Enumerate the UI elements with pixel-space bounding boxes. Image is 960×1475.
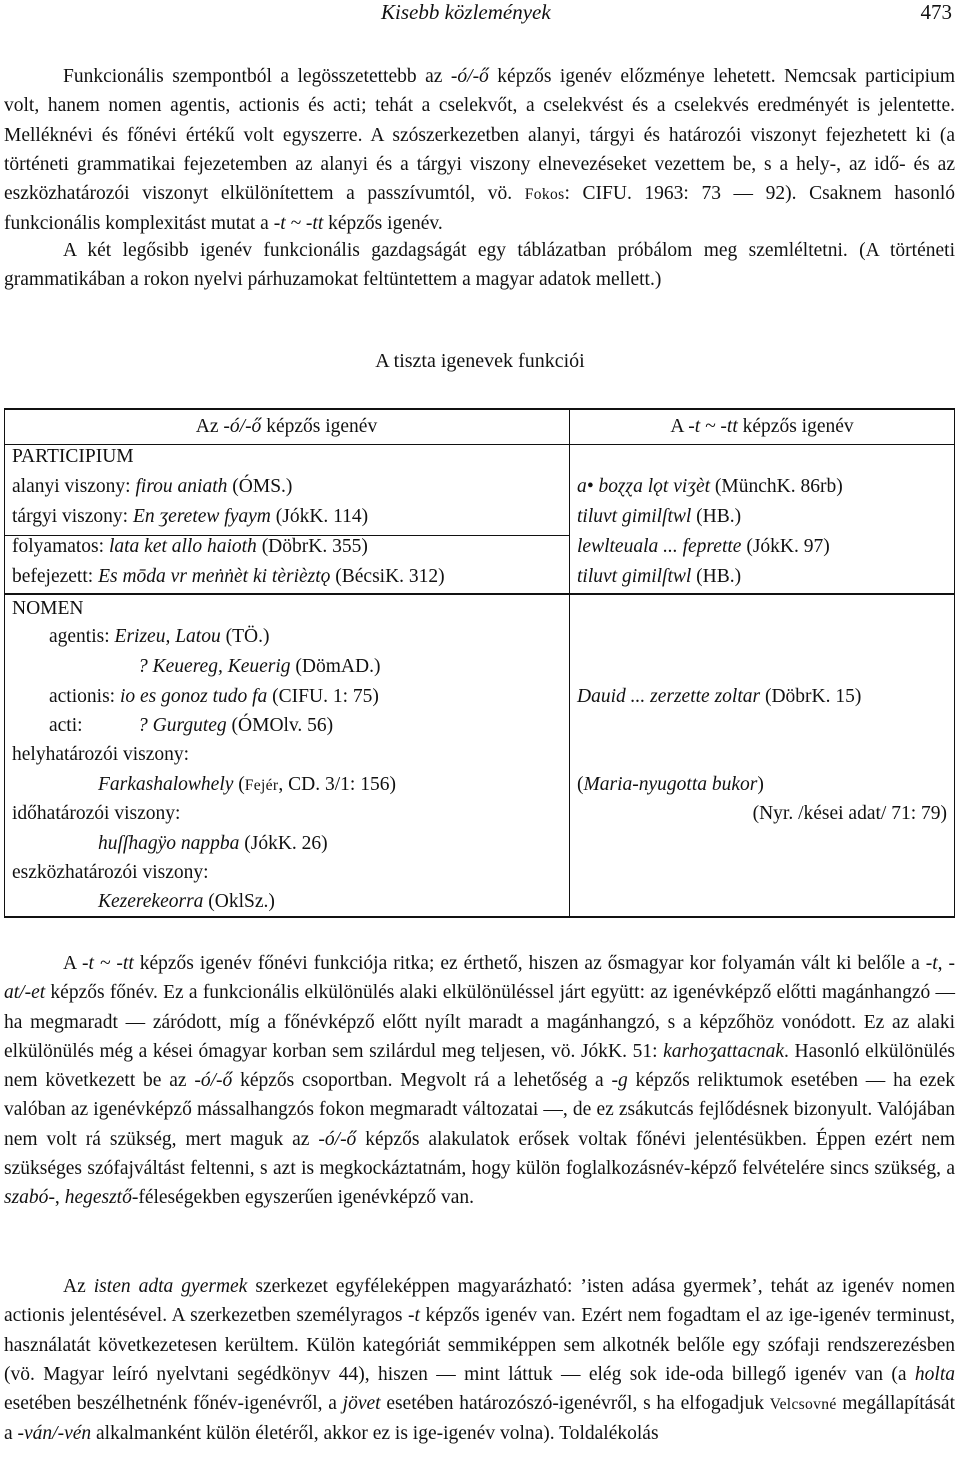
table-row: időhatározói viszony: (12, 803, 181, 824)
suffix-italic: -t (407, 1305, 420, 1327)
row-label: tárgyi viszony: (12, 506, 133, 527)
left-column-header (4, 412, 569, 442)
example-italic: huſſhagÿo nappba (98, 833, 240, 854)
right-column-header (569, 412, 955, 442)
text-run: képzős alakulatok erősek voltak főnévi jelentésükben. Éppen ezért nem szükséges szófajváltást feltenni, s azt is megkockáztatnám, hogy külön foglalkozásnév-képző felvételére sincs szükség, a (4, 1128, 955, 1180)
table-right-rule (954, 408, 955, 918)
text-run: -féleségekben egyszerűen igenévképző van. (131, 1187, 475, 1209)
suffix-italic: -ván/-vén (17, 1423, 92, 1445)
page-number: 473 (920, 0, 952, 24)
table-row: helyhatározói viszony: (12, 744, 190, 765)
example-italic: Maria-nyugotta bukor (583, 774, 758, 795)
text-run: képzős igenév van. Ezért nem fogadtam el az ige-igenév terminust, használatát következetesen kerültem. Külön kategóriát semmiképpen sem alkotnék belőle egy szófaji rendszerezésben (vö. Magyar leíró nyelvtani segédkönyv 44), hiszen — mint láttuk — elég sok ide-oda billegő igenév van (a (4, 1305, 955, 1385)
paragraph-1 (4, 62, 955, 239)
text-run: ( (577, 774, 584, 795)
text-run: képzős igenév főnévi funkciója ritka; ez érthető, hiszen az ősmagyar kor folyamán vált ki belőle a (133, 953, 926, 974)
table-row (12, 711, 333, 741)
running-header (0, 0, 960, 30)
text-run: képzős igenév (261, 416, 378, 437)
text-run: Az (195, 416, 224, 437)
source: (HB.) (691, 566, 742, 587)
table-row (12, 622, 269, 652)
suffix-italic: -ó/-ő (223, 416, 262, 437)
table-row (12, 532, 368, 562)
source: (ÓMOlv. 56) (226, 715, 334, 736)
paragraph-3 (4, 949, 955, 1213)
participium-label: PARTICIPIUM (12, 446, 134, 467)
paragraph-2: A két legősibb igenév funkcionális gazdagságát egy táblázatban próbálom meg szemléltetni. (A történeti grammatikában a rokon nyelvi párhuzamokat feltüntettem a magyar adatok mellett.) (4, 240, 955, 291)
example-italic: Erizeu, Latou (114, 626, 221, 647)
example-italic: karhoʒattacnak (663, 1040, 785, 1062)
text-run: alkalmanként külön életéről, akkor ez is ige-igenév volna). Toldalékolás (91, 1423, 659, 1445)
table-top-rule (4, 408, 955, 410)
author-name: Fokos (524, 186, 565, 204)
text-run: -, (48, 1187, 65, 1209)
example-italic: lewlteuala ... feprette (577, 536, 742, 557)
column-divider (569, 408, 570, 918)
example-italic: lata ket allo haioth (108, 536, 257, 557)
table-row (577, 682, 861, 712)
text-run: képzős főnév. Ez a funkcionális elkülönülés alaki elkülönüléssel járt együtt: az igenévképző előtti magánhangzó — ha megmaradt — záródott, míg a főnévképző előtt nyílt maradt a magánhangzó, s a képzőhöz vonódott. Ez az alaki elkülönülés még a kései ómagyar korban sem szilárdul meg teljesen, vö. JókK. 51: (4, 982, 955, 1062)
table-row: (Nyr. /kései adat/ 71: 79) (752, 803, 947, 824)
text-run: képzős reliktumok esetében — ha ezek valóban az igenévképző mássalhangzós fokon megmaradt változatai —, de ez zsákutcás fejlődésnek bizonyult. Valójában nem volt rá szükség, mert maguk az (4, 1070, 955, 1150)
text-run: képzős csoportban. Megvolt rá a lehetőség a (232, 1070, 612, 1092)
row-label: actionis: (49, 686, 120, 707)
table-row (12, 502, 368, 532)
row-label: agentis: (49, 626, 115, 647)
table-left-rule (4, 408, 5, 918)
table-row (12, 682, 379, 712)
source: (JókK. 97) (741, 536, 830, 557)
phrase-italic: isten adta gyermek (93, 1276, 248, 1297)
functions-table (4, 408, 955, 918)
source: (BécsiK. 312) (330, 566, 445, 587)
text-run: képzős igenév (737, 416, 854, 437)
text-run: : CIFU. 1963: 73 — 92). Csaknem hasonló funkcionális komplexitást mutat a (4, 183, 955, 235)
author-name: Fejér (244, 777, 279, 794)
table-row (12, 562, 445, 592)
source: (JókK. 114) (270, 506, 369, 527)
table-caption: A tiszta igenevek funkciói (375, 350, 585, 372)
example-italic: tiluvt gimilſtwl (577, 566, 692, 587)
text-run: Funkcionális szempontból a legösszetettebb az (63, 66, 451, 87)
text-run: képzős igenév. (323, 213, 443, 235)
source: (HB.) (691, 506, 742, 527)
word-italic: szabó (4, 1187, 49, 1209)
table-row (577, 562, 741, 592)
example-italic: io es gonoz tudo fa (119, 686, 268, 707)
paragraph-4 (4, 1272, 955, 1449)
source: (OklSz.) (203, 891, 275, 912)
suffix-italic: -t ~ -tt (688, 416, 738, 437)
source: (JókK. 26) (239, 833, 328, 854)
table-row (12, 652, 380, 682)
header-rule (4, 444, 955, 445)
suffix-italic: -t ~ -tt (82, 953, 134, 974)
row-label: befejezett: (12, 566, 99, 587)
table-row (12, 887, 275, 917)
source: (DöbrK. 15) (760, 686, 862, 707)
text-run: esetében határozószó-igenévről, s ha elfogadjuk (380, 1393, 770, 1415)
table-row (577, 472, 843, 502)
row-label: alanyi viszony: (12, 476, 136, 497)
source: (CIFU. 1: 75) (267, 686, 379, 707)
word-italic: jövet (342, 1393, 381, 1415)
example-italic: Dauid ... zerzette zoltar (577, 686, 761, 707)
row-rule (4, 593, 955, 595)
suffix-italic: -t, -at/-et (4, 953, 955, 1004)
text-run: A (670, 416, 689, 437)
suffix-italic: -ó/-ő (318, 1128, 357, 1150)
text-run: Az (63, 1276, 94, 1297)
suffix-italic: -g (611, 1070, 628, 1092)
suffix-italic: -ó/-ő (450, 66, 489, 87)
text-run: megállapítását a (4, 1393, 955, 1445)
example-italic: a• boɀɀa lǫt viʒèt (577, 476, 711, 497)
table-row (12, 770, 396, 801)
source: (ÓMS.) (227, 476, 293, 497)
table-row (12, 829, 328, 859)
example-italic: En ʒeretew fyaym (132, 506, 271, 527)
suffix-italic: -t ~ -tt (273, 213, 324, 235)
word-italic: hegesztő (64, 1187, 132, 1209)
example-italic: Es mōda vr meṅṅèt ki tèrièztǫ (98, 566, 331, 587)
example-italic: ? Gurguteg (138, 715, 227, 736)
example-italic: Farkashalowhely (98, 774, 234, 795)
author-name: Velcsovné (769, 1396, 837, 1414)
source: (DöbrK. 355) (256, 536, 368, 557)
row-label: folyamatos: (12, 536, 109, 557)
word-italic: holta (914, 1363, 955, 1385)
source: , CD. 3/1: 156) (278, 774, 396, 795)
table-row (577, 770, 764, 800)
example-italic: firou aniath (135, 476, 228, 497)
example-italic: Kezerekeorra (98, 891, 204, 912)
example-italic: tiluvt gimilſtwl (577, 506, 692, 527)
source: (MünchK. 86rb) (710, 476, 843, 497)
source: (DömAD.) (290, 656, 381, 677)
row-label: acti: (49, 715, 83, 736)
example-italic: ? Keuereg, Keuerig (138, 656, 291, 677)
table-row (12, 472, 292, 502)
text-run: ) (757, 774, 764, 795)
nomen-label: NOMEN (12, 598, 84, 619)
table-row: eszközhatározói viszony: (12, 862, 209, 883)
text-run: szerkezet egyféleképpen magyarázható: ’isten adása gyermek’, tehát az igenév nomen actionis jelentésével. A szerkezetben személyragos (4, 1276, 955, 1327)
source: ( (233, 774, 245, 795)
running-title: Kisebb közlemények (381, 0, 551, 24)
source: (TÖ.) (220, 626, 270, 647)
text-run: esetében beszélhetnénk főnév-igenévről, a (4, 1393, 343, 1415)
table-row (577, 502, 741, 532)
suffix-italic: -ó/-ő (194, 1070, 233, 1092)
text-run: képzős igenév előzménye lehetett. Nemcsak participium volt, hanem nomen agentis, actionis és acti; tehát a cselekvőt, a cselekvést és a cselekvés eredményét is jelentette. Melléknévi és főnévi értékű volt egyszerre. A szószerkezetben alanyi, tárgyi és határozói viszonyt fejezhetett ki (a történeti grammatikai fejezetemben az alanyi és a tárgyi viszony elnevezéseket vezettem be, s a hely-, az idő- és az eszközhatározói viszonyt elkülönítettem a passzívumtól, vö. (4, 66, 955, 205)
text-run: . Hasonló elkülönülés nem következett be az (4, 1040, 955, 1092)
text-run: A (63, 953, 82, 974)
table-row (577, 532, 830, 562)
